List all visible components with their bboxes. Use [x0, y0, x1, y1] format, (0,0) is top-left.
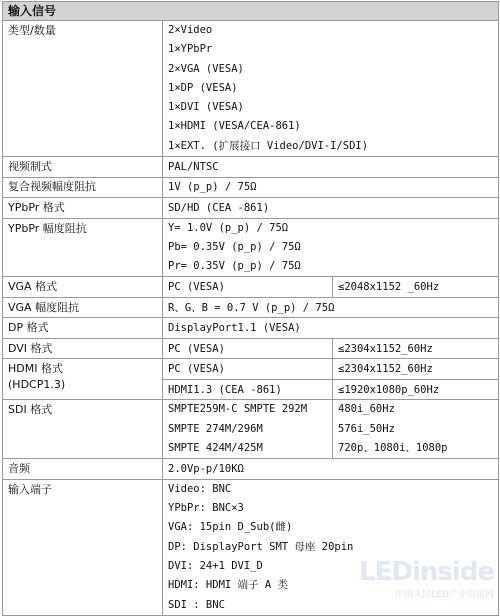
row-value-video-std: PAL/NTSC — [163, 157, 499, 178]
sdi-line-b: 720p、1080i、1080p — [338, 442, 448, 455]
sdi-line-b: 480i_60Hz — [338, 403, 395, 416]
row-value-composite-imp: 1V (p_p) / 75Ω — [163, 177, 499, 198]
row-value-vga-fmt: PC (VESA) — [163, 277, 333, 298]
sdi-value-b — [333, 400, 499, 459]
ypbpr-imp-line: Pb= 0.35V (p_p) / 75Ω — [168, 240, 301, 253]
row-label-hdmi-fmt — [3, 359, 163, 400]
hdmi-value-a: PC (VESA) — [163, 359, 333, 380]
input-signal-table — [2, 1, 499, 616]
table-row — [3, 21, 499, 157]
table-title: 输入信号 — [3, 2, 499, 21]
table-row — [3, 157, 499, 178]
type-line: 1×DVI (VESA) — [168, 101, 244, 114]
hdmi-value-b: ≤1920x1080p_60Hz — [333, 379, 499, 400]
row-value2-vga-fmt: ≤2048x1152 _60Hz — [333, 277, 499, 298]
row-value-dp-fmt: DisplayPort1.1 (VESA) — [163, 318, 499, 339]
row-value2-dvi-fmt: ≤2304x1152_60Hz — [333, 338, 499, 359]
table-row — [3, 359, 499, 380]
hdmi-label: HDMI 格式 — [8, 362, 63, 376]
row-label-ypbpr-fmt: YPbPr 格式 — [3, 198, 163, 219]
row-value-ypbpr-imp — [163, 218, 499, 277]
row-label-ports: 输入端子 — [3, 479, 163, 615]
row-value-ypbpr-fmt: SD/HD (CEA -861) — [163, 198, 499, 219]
ypbpr-imp-line: Y= 1.0V (p_p) / 75Ω — [168, 221, 289, 234]
row-label-sdi-fmt: SDI 格式 — [3, 400, 163, 459]
port-line: DP: DisplayPort SMT 母座 20pin — [168, 540, 354, 553]
watermark-subtext: 中国大陆LED产业资讯网 — [395, 590, 494, 600]
sdi-line-b: 576i_50Hz — [338, 422, 395, 435]
type-line: 1×HDMI (VESA/CEA-861) — [168, 120, 301, 133]
type-line: 1×YPbPr — [168, 43, 213, 56]
watermark-text: LEDinside — [359, 557, 494, 587]
row-label-dp-fmt: DP 格式 — [3, 318, 163, 339]
type-line: 1×DP (VESA) — [168, 81, 238, 94]
table-row — [3, 198, 499, 219]
watermark-logo — [359, 557, 494, 600]
row-label-vga-imp: VGA 幅度阻抗 — [3, 297, 163, 318]
table-row — [3, 277, 499, 298]
sdi-value-a — [163, 400, 333, 459]
table-row — [3, 177, 499, 198]
sdi-line-a: SMPTE 424M/425M — [168, 442, 263, 455]
row-label-composite-imp: 复合视频幅度阻抗 — [3, 177, 163, 198]
row-label-vga-fmt: VGA 格式 — [3, 277, 163, 298]
port-line: HDMI: HDMI 端子 A 类 — [168, 579, 289, 592]
row-label-video-std: 视频制式 — [3, 157, 163, 178]
row-label-ypbpr-imp: YPbPr 幅度阻抗 — [3, 218, 163, 277]
table-row — [3, 400, 499, 459]
port-line: Video: BNC — [168, 482, 232, 495]
row-value-vga-imp: R、G、B = 0.7 V (p_p) / 75Ω — [163, 297, 499, 318]
port-line: VGA: 15pin D_Sub(雌) — [168, 521, 293, 534]
row-value-type — [163, 21, 499, 157]
hdmi-label-sub: (HDCP1.3) — [8, 378, 66, 392]
sdi-line-a: SMPTE259M-C SMPTE 292M — [168, 403, 308, 416]
type-line: 2×Video — [168, 24, 213, 36]
row-label-dvi-fmt: DVI 格式 — [3, 338, 163, 359]
table-row — [3, 338, 499, 359]
type-line: 2×VGA (VESA) — [168, 62, 244, 75]
ypbpr-imp-line: Pr= 0.35V (p_p) / 75Ω — [168, 260, 301, 273]
table-row — [3, 218, 499, 277]
table-row — [3, 459, 499, 480]
table-header-row — [3, 2, 499, 21]
row-label-audio: 音频 — [3, 459, 163, 480]
row-value-audio: 2.0Vp-p/10KΩ — [163, 459, 499, 480]
hdmi-value-b: ≤2304x1152_60Hz — [333, 359, 499, 380]
row-label-type: 类型/数量 — [3, 21, 163, 157]
port-line: DVI: 24+1 DVI_D — [168, 560, 263, 573]
row-value-dvi-fmt: PC (VESA) — [163, 338, 333, 359]
hdmi-value-a: HDMI1.3 (CEA -861) — [163, 379, 333, 400]
type-line: 1×EXT. (扩展接口 Video/DVI-I/SDI) — [168, 139, 369, 152]
port-line: SDI : BNC — [168, 598, 225, 611]
table-row — [3, 318, 499, 339]
table-row — [3, 297, 499, 318]
port-line: YPbPr: BNC×3 — [168, 502, 244, 515]
sdi-line-a: SMPTE 274M/296M — [168, 422, 263, 435]
